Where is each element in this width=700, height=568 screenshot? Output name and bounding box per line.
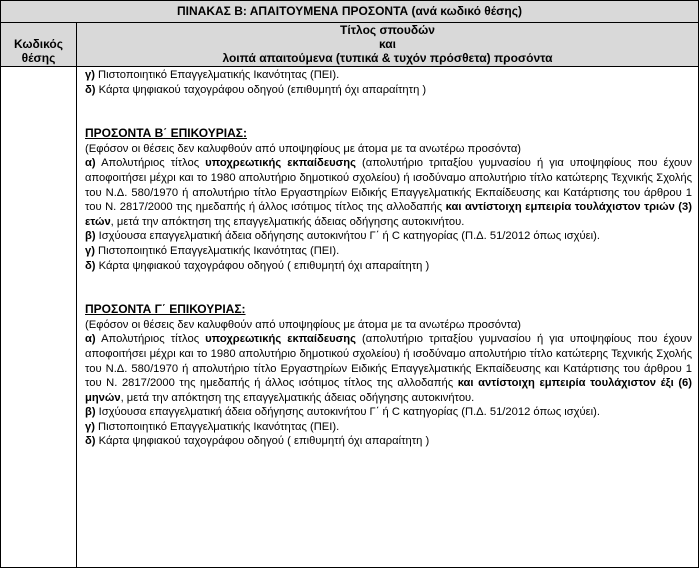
item-label: α)	[85, 157, 96, 170]
item-label: δ)	[85, 259, 96, 272]
section-c-item-g	[85, 420, 692, 435]
spacer	[85, 273, 692, 302]
item-label: γ)	[85, 69, 95, 81]
section-title: ΠΡΟΣΟΝΤΑ Β΄ ΕΠΙΚΟΥΡΙΑΣ:	[85, 126, 247, 141]
item-text: Ισχύουσα επαγγελματική άδεια οδήγησης αυτοκινήτου Γ΄ ή C κατηγορίας (Π.Δ. 51/2012 όπως ισχύει).	[95, 406, 600, 419]
item-text: (απολυτήριο τριταξίου γυμνασίου ή για υποψηφίους που έχουν αποφοιτήσει μέχρι και το 1980 απολυτήριο δημοτικού σχολείου) ή ισοδύναμο απολυτήριο τίτλο κατώτερης Τεχνικής Σχολής του Ν.Δ. 580/1970 ή απολυτήριο τίτλο Εργαστηρίων Ειδικής Επαγγελματικής Εκπαίδευσης και Κατάρτισης του άρθρου 1 του Ν. 2817/2000 της ημεδαπής ή άλλος ισότιμος τίτλος της αλλοδαπής	[85, 333, 692, 390]
section-c-intro: (Εφόσον οι θέσεις δεν καλυφθούν από υποψηφίους με άτομα με τα ανωτέρω προσόντα)	[85, 318, 522, 331]
item-label: β)	[85, 406, 96, 419]
item-text: Απολυτήριος τίτλος	[95, 157, 206, 170]
qualifications-content	[77, 67, 698, 449]
qualifications-cell	[77, 67, 699, 568]
quals-header-line2: και	[378, 37, 396, 51]
item-label: β)	[85, 230, 96, 243]
item-text: Πιστοποιητικό Επαγγελματικής Ικανότητας (ΠΕΙ).	[94, 69, 340, 81]
section-b-item-a	[85, 156, 692, 229]
section-title: ΠΡΟΣΟΝΤΑ Γ΄ ΕΠΙΚΟΥΡΙΑΣ:	[85, 302, 246, 317]
section-b-intro: (Εφόσον οι θέσεις δεν καλυφθούν από υποψηφίους με άτομα με τα ανωτέρω προσόντα)	[85, 142, 522, 155]
item-text: Απολυτήριος τίτλος	[95, 333, 206, 346]
item-label: γ)	[85, 244, 95, 257]
section-c-title	[85, 302, 692, 318]
item-label: δ)	[85, 435, 96, 448]
item-text: (απολυτήριο τριταξίου γυμνασίου ή για υποψηφίους που έχουν αποφοιτήσει μέχρι και το 1980 απολυτήριο δημοτικού σχολείου) ή ισοδύναμο απολυτήριο τίτλο κατώτερης Τεχνικής Σχολής του Ν.Δ. 580/1970 ή απολυτήριο τίτλο Εργαστηρίων Ειδικής Επαγγελματικής Εκπαίδευσης και Κατάρτισης του άρθρου 1 του Ν. 2817/2000 της ημεδαπής ή άλλος ισότιμος τίτλος της αλλοδαπής	[85, 157, 692, 214]
top-item-d	[85, 83, 692, 98]
item-label: γ)	[85, 420, 95, 433]
item-label: α)	[85, 333, 96, 346]
section-b-title	[85, 126, 692, 142]
code-cell	[1, 67, 77, 568]
quals-header-line1: Τίτλος σπουδών	[340, 23, 435, 37]
section-c-item-a	[85, 332, 692, 405]
item-emphasis: και αντίστοιχη εμπειρία τουλάχιστον τριών (3) ετών	[85, 201, 692, 228]
item-text: Κάρτα ψηφιακού ταχογράφου οδηγού ( επιθυμητή όχι απαραίτητη )	[95, 259, 430, 272]
section-b-item-g	[85, 244, 692, 259]
top-item-g	[85, 68, 692, 83]
spacer	[85, 97, 692, 126]
item-text: , μετά την απόκτηση της επαγγελματικής άδειας οδήγησης αυτοκινήτου.	[110, 215, 465, 228]
section-c-item-b	[85, 405, 692, 420]
item-text: , μετά την απόκτηση της επαγγελματικής άδειας οδήγησης αυτοκινήτου.	[120, 391, 475, 404]
item-emphasis: υποχρεωτικής εκπαίδευσης	[205, 333, 356, 346]
code-header-line2: θέσης	[21, 51, 56, 65]
table-title-row	[1, 1, 699, 23]
item-text: Κάρτα ψηφιακού ταχογράφου οδηγού ( επιθυμητή όχι απαραίτητη )	[95, 435, 430, 448]
section-c-item-d	[85, 434, 692, 449]
item-emphasis: και αντίστοιχη εμπειρία τουλάχιστον έξι (6) μηνών	[85, 377, 692, 404]
item-emphasis: υποχρεωτικής εκπαίδευσης	[205, 157, 356, 170]
item-text: Πιστοποιητικό Επαγγελματικής Ικανότητας (ΠΕΙ).	[94, 244, 340, 257]
item-text: Πιστοποιητικό Επαγγελματικής Ικανότητας (ΠΕΙ).	[94, 420, 340, 433]
section-b-item-b	[85, 229, 692, 244]
table-body-row	[1, 67, 699, 568]
item-text: Κάρτα ψηφιακού ταχογράφου οδηγού (επιθυμητή όχι απαραίτητη )	[95, 83, 427, 96]
code-column-header	[1, 23, 77, 67]
qualifications-column-header	[77, 23, 699, 67]
table-header-row	[1, 23, 699, 67]
quals-header-line3: λοιπά απαιτούμενα (τυπικά & τυχόν πρόσθετα) προσόντα	[222, 51, 553, 65]
section-b-item-d	[85, 259, 692, 274]
item-text: Ισχύουσα επαγγελματική άδεια οδήγησης αυτοκινήτου Γ΄ ή C κατηγορίας (Π.Δ. 51/2012 όπως ισχύει).	[95, 230, 600, 243]
table-title: ΠΙΝΑΚΑΣ Β: ΑΠΑΙΤΟΥΜΕΝΑ ΠΡΟΣΟΝΤΑ (ανά κωδικό θέσης)	[1, 1, 699, 23]
item-label: δ)	[85, 83, 96, 96]
code-header-line1: Κωδικός	[13, 37, 63, 51]
